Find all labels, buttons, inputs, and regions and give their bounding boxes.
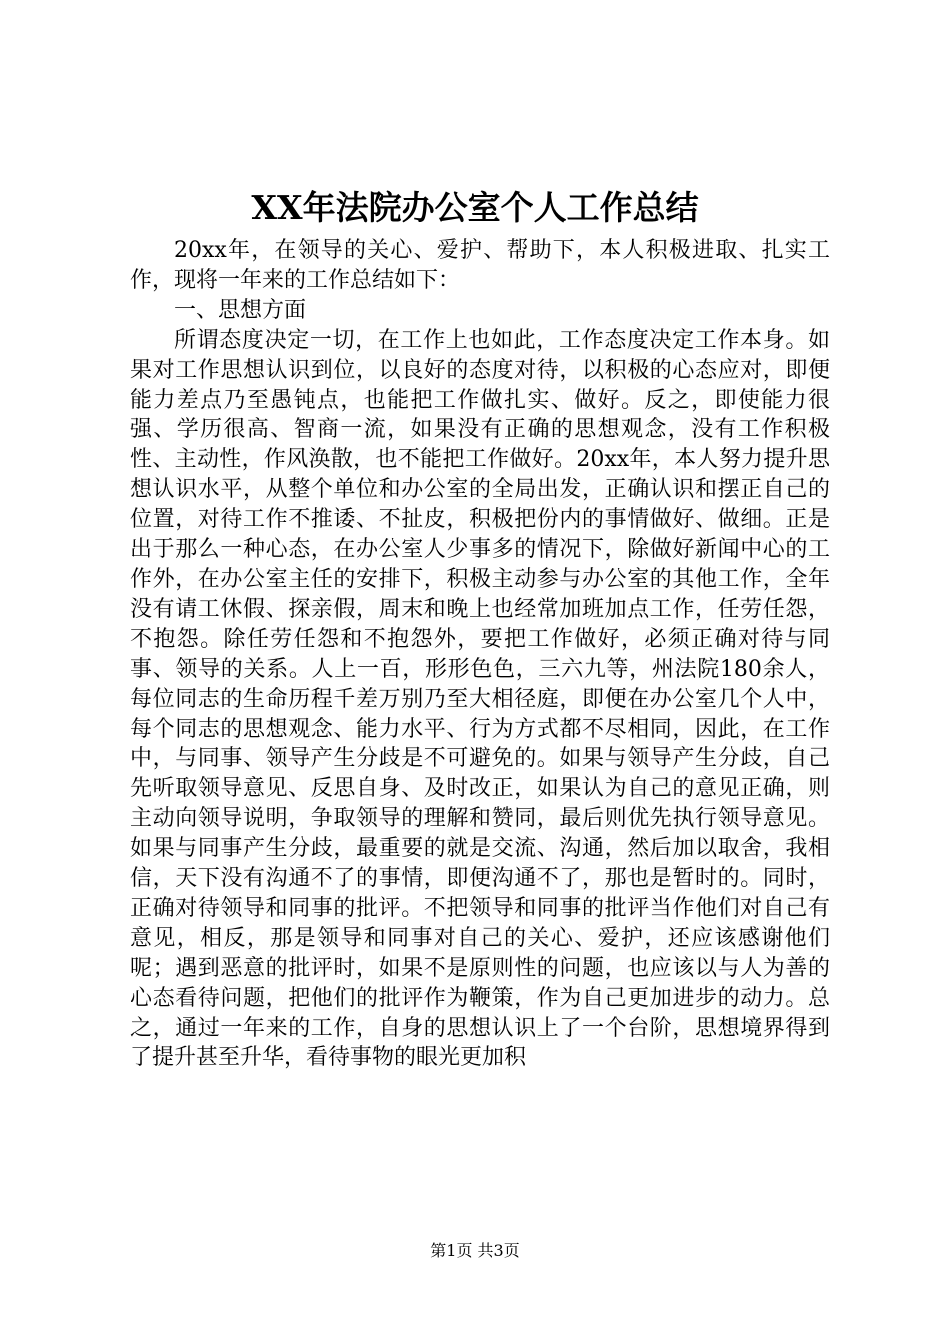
intro-paragraph: 20xx年，在领导的关心、爱护、帮助下，本人积极进取、扎实工作，现将一年来的工作总结如下： xyxy=(130,238,830,293)
document-body xyxy=(130,236,830,1073)
section-heading: 一、思想方面 xyxy=(174,297,307,323)
document-title: XX年法院办公室个人工作总结 xyxy=(251,188,699,227)
page-footer: 第1页 共3页 xyxy=(430,1241,520,1260)
body-paragraph: 所谓态度决定一切，在工作上也如此，工作态度决定工作本身。如果对工作思想认识到位，以良好的态度对待，以积极的心态应对，即便能力差点乃至愚钝点，也能把工作做扎实、做好。反之，即使能力很强、学历很高、智商一流，如果没有正确的思想观念，没有工作积极性、主动性，作风涣散，也不能把工作做好。20xx年，本人努力提升思想认识水平，从整个单位和办公室的全局出发，正确认识和摆正自己的位置，对待工作不推诿、不扯皮，积极把份内的事情做好、做细。正是出于那么一种心态，在办公室人少事多的情况下，除做好新闻中心的工作外，在办公室主任的安排下，积极主动参与办公室的其他工作，全年没有请工休假、探亲假，周末和晚上也经常加班加点工作，任劳任怨，不抱怨。除任劳任怨和不抱怨外，要把工作做好，必须正确对待与同事、领导的关系。人上一百，形形色色，三六九等，州法院180余人，每位同志的生命历程千差万别乃至大相径庭，即便在办公室几个人中，每个同志的思想观念、能力水平、行为方式都不尽相同，因此，在工作中，与同事、领导产生分歧是不可避免的。如果与领导产生分歧，自己先听取领导意见、反思自身、及时改正，如果认为自己的意见正确，则主动向领导说明，争取领导的理解和赞同，最后则优先执行领导意见。如果与同事产生分歧，最重要的就是交流、沟通，然后加以取舍，我相信，天下没有沟通不了的事情，即便沟通不了，那也是暂时的。同时，正确对待领导和同事的批评。不把领导和同事的批评当作他们对自己有意见，相反，那是领导和同事对自己的关心、爱护，还应该感谢他们呢；遇到恶意的批评时，如果不是原则性的问题，也应该以与人为善的心态看待问题，把他们的批评作为鞭策，作为自己更加进步的动力。总之，通过一年来的工作，自身的思想认识上了一个台阶，思想境界得到了提升甚至升华，看待事物的眼光更加积 xyxy=(130,327,830,1071)
